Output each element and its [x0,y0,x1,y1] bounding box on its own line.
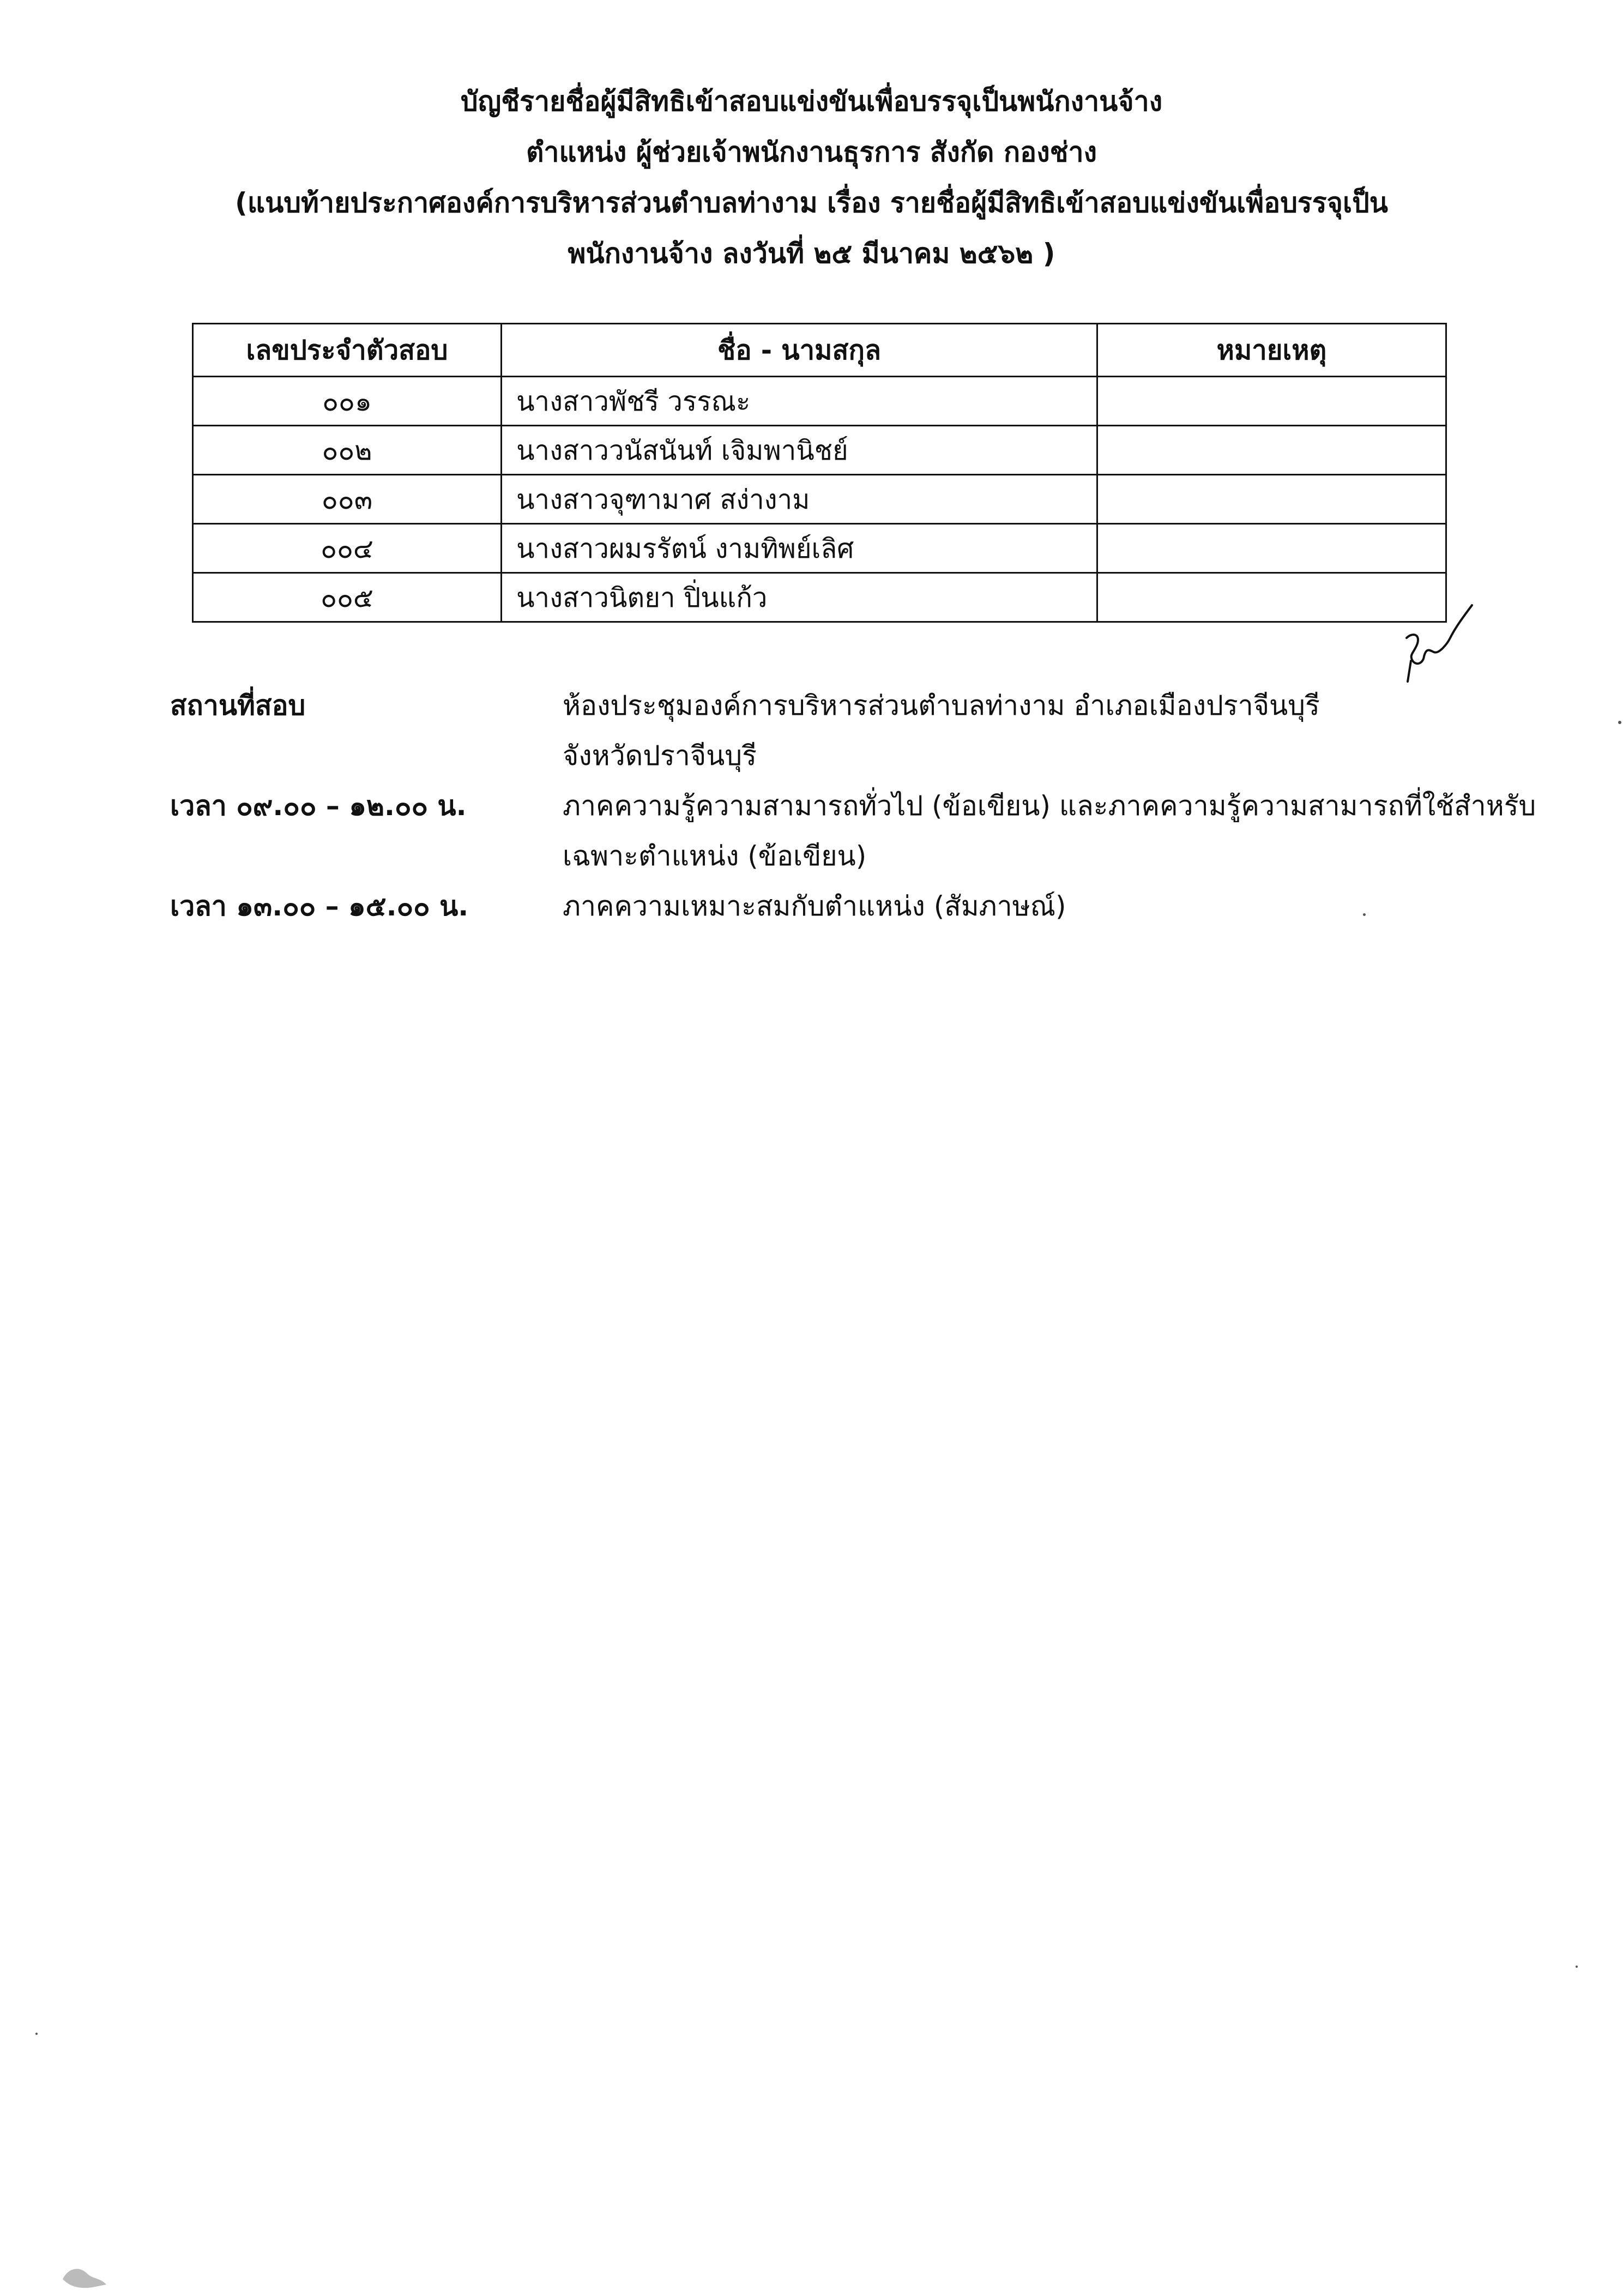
name-cell: นางสาวนิตยา ปิ่นแก้ว [502,573,1097,622]
exam-schedule [170,680,1544,931]
scan-speck [1576,1966,1578,1968]
scan-speck [1363,913,1366,916]
name-cell: นางสาวผมรรัตน์ งามทิพย์เลิศ [502,524,1097,573]
venue-label: สถานที่สอบ [170,690,306,721]
scan-speck [1618,721,1621,724]
venue-line: จังหวัดปราจีนบุรี [563,740,757,772]
remarks-cell [1097,426,1446,475]
exam-venue-row [170,680,1544,781]
remarks-cell [1097,573,1446,622]
document-title [0,76,1623,279]
afternoon-session-text [563,881,1544,931]
name-cell: นางสาวจุฑามาศ สง่างาม [502,475,1097,524]
name-cell: นางสาววนัสนันท์ เจิมพานิชย์ [502,426,1097,475]
table-row [193,573,1446,622]
afternoon-session-row [170,881,1544,931]
session-line: ภาคความเหมาะสมกับตำแหน่ง (สัมภาษณ์) [563,890,1066,922]
exam-id-cell: ๐๐๕ [193,573,502,622]
remarks-cell [1097,524,1446,573]
table-row [193,524,1446,573]
exam-id-cell: ๐๐๓ [193,475,502,524]
remarks-cell [1097,475,1446,524]
handwritten-signature [1396,600,1477,687]
header-remarks: หมายเหตุ [1097,324,1446,377]
scan-smudge [60,2263,109,2290]
table-header-row [193,324,1446,377]
table-row [193,475,1446,524]
session-line: ภาคความรู้ความสามารถทั่วไป (ข้อเขียน) และภาคความรู้ความสามารถที่ใช้สำหรับ [563,790,1536,822]
title-line-3: (แนบท้ายประกาศองค์การบริหารส่วนตำบลท่างาม เรื่อง รายชื่อผู้มีสิทธิเข้าสอบแข่งขันเพื่อบรรจุเป็น [235,187,1388,219]
scan-speck [35,2033,38,2035]
exam-id-cell: ๐๐๑ [193,377,502,426]
venue-text [563,680,1544,781]
table-row [193,377,1446,426]
exam-id-cell: ๐๐๔ [193,524,502,573]
candidate-table [192,323,1447,623]
remarks-cell [1097,377,1446,426]
afternoon-time-label: เวลา ๑๓.๐๐ – ๑๕.๐๐ น. [170,890,469,922]
name-cell: นางสาวพัชรี วรรณะ [502,377,1097,426]
session-line: เฉพาะตำแหน่ง (ข้อเขียน) [563,840,867,872]
morning-session-row [170,781,1544,881]
title-line-2: ตำแหน่ง ผู้ช่วยเจ้าพนักงานธุรการ สังกัด กองช่าง [526,136,1097,168]
title-line-1: บัญชีรายชื่อผู้มีสิทธิเข้าสอบแข่งขันเพื่อบรรจุเป็นพนักงานจ้าง [460,86,1163,117]
exam-id-cell: ๐๐๒ [193,426,502,475]
header-full-name: ชื่อ - นามสกุล [502,324,1097,377]
morning-session-text [563,781,1544,881]
table-row [193,426,1446,475]
morning-time-label: เวลา ๐๙.๐๐ – ๑๒.๐๐ น. [170,790,467,822]
title-line-4: พนักงานจ้าง ลงวันที่ ๒๕ มีนาคม ๒๕๖๒ ) [568,238,1055,269]
header-exam-id: เลขประจำตัวสอบ [193,324,502,377]
venue-line: ห้องประชุมองค์การบริหารส่วนตำบลท่างาม อำเภอเมืองปราจีนบุรี [563,690,1320,721]
